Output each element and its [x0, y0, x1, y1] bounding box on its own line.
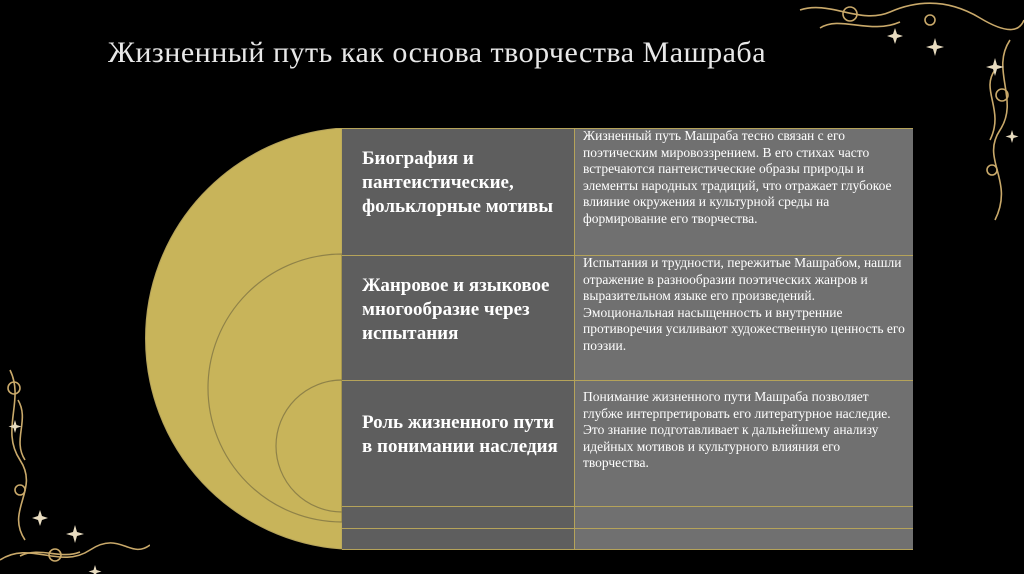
row-text-cell [575, 529, 913, 549]
table-row [342, 256, 913, 380]
row-text: Испытания и трудности, пережитые Машрабом, нашли отражение в разнообразии поэтических жанров и выразительном языке его произведений. Эмоциональная насыщенность и внутренние противоречия усиливают художественную ценность его поэзии. [583, 255, 905, 353]
row-title: Жанровое и языковое многообразие через испытания [362, 275, 550, 344]
row-text-cell [575, 129, 913, 256]
table-row [342, 507, 913, 528]
table-row [342, 128, 913, 256]
row-divider [342, 549, 913, 550]
nested-arcs-graphic [130, 128, 360, 550]
row-title-cell [342, 529, 575, 549]
row-text-cell [575, 256, 913, 380]
row-title-cell [342, 507, 575, 528]
row-text-cell [575, 507, 913, 528]
table-row [342, 529, 913, 549]
row-title-cell [342, 256, 575, 380]
row-text: Жизненный путь Машраба тесно связан с его поэтическим мировоззрением. В его стихах часто встречаются пантеистические образы природы и элементы народных традиций, что отражает глубокое влияние окружения и культурной среды на формирование его творчества. [583, 128, 892, 226]
row-text-cell [575, 381, 913, 506]
row-title-cell [342, 381, 575, 506]
row-title: Биография и пантеистические, фольклорные мотивы [362, 148, 554, 217]
table-row [342, 381, 913, 506]
row-title: Роль жизненного пути в понимании наследия [362, 412, 558, 457]
row-text: Понимание жизненного пути Машраба позволяет глубже интерпретировать его литературное наследие. Это знание подготавливает к дальнейшему анализу идейных мотивов и культурного влияния его творчества. [583, 389, 891, 471]
page-title: Жизненный путь как основа творчества Машраба [108, 36, 767, 69]
ornament-bottom-left-icon [0, 360, 150, 574]
row-title-cell [342, 129, 575, 256]
